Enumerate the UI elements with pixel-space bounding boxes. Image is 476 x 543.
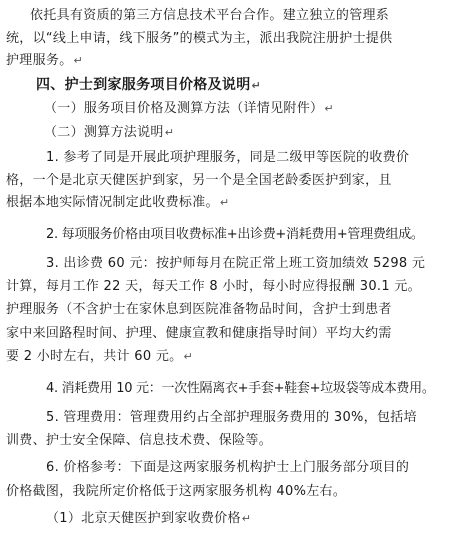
paragraph-mark-icon: ↵ — [164, 126, 175, 139]
subheading: （二）测算方法说明↵ — [44, 125, 175, 140]
section-heading: 四、护士到家服务项目价格及说明↵ — [36, 77, 262, 93]
paragraph-mark-icon: ↵ — [183, 350, 193, 363]
text-line: 统，以“线上申请，线下服务”的模式为主，派出我院注册护士提供 — [6, 31, 393, 46]
text-line: 计算，每月工作 22 天，每天工作 8 小时，每小时应得报酬 30.1 元。 — [6, 279, 421, 294]
paragraph-mark-icon: ↵ — [219, 196, 230, 209]
paragraph-mark-icon: ↵ — [73, 54, 84, 67]
paragraph-mark-icon: ↵ — [241, 512, 252, 525]
paragraph-mark-icon: ↵ — [251, 79, 262, 92]
text-line: 要 2 小时左右，共计 60 元。↵ — [6, 349, 193, 364]
paragraph-mark-icon: ↵ — [324, 102, 334, 115]
text-line: 根据本地实际情况制定此收费标准。↵ — [6, 195, 230, 210]
text-line: 格，一个是北京天健医护到家，另一个是全国老龄委医护到家，且 — [6, 173, 392, 188]
text-line: 2. 每项服务价格由项目收费标准+出诊费+消耗费用+管理费组成。 — [46, 227, 424, 242]
text-line: （1）北京天健医护到家收费价格↵ — [46, 511, 252, 526]
text-line: 护理服务（不含护士在家休息到医院准备物品时间，含护士到患者 — [6, 302, 392, 317]
text-line: 家中来回路程时间、护理、健康宣教和健康指导时间）平均大约需 — [6, 326, 392, 341]
text-line: 1. 参考了同是开展此项护理服务，同是二级甲等医院的收费价 — [46, 150, 410, 165]
text-line: 5. 管理费用：管理费用约占全部护理服务费用的 30%，包括培 — [46, 410, 417, 425]
text-line: 4. 消耗费用 10 元：一次性隔离衣+手套+鞋套+垃圾袋等成本费用。 — [46, 381, 435, 396]
text-line: 护理服务。↵ — [6, 53, 84, 68]
text-line: 价格截图，我院所定价格低于这两家服务机构 40%左右。 — [6, 484, 347, 499]
text-line: 3. 出诊费 60 元：按护师每月在院正常上班工资加绩效 5298 元 — [46, 256, 426, 271]
text-line: 依托具有资质的第三方信息技术平台合作。建立独立的管理系 — [30, 8, 390, 23]
text-line: 6. 价格参考：下面是这两家服务机构护士上门服务部分项目的 — [46, 460, 410, 475]
text-line: 训费、护士安全保障、信息技术费、保险等。 — [6, 433, 273, 448]
subheading: （一）服务项目价格及测算方法（详情见附件）↵ — [44, 101, 334, 116]
